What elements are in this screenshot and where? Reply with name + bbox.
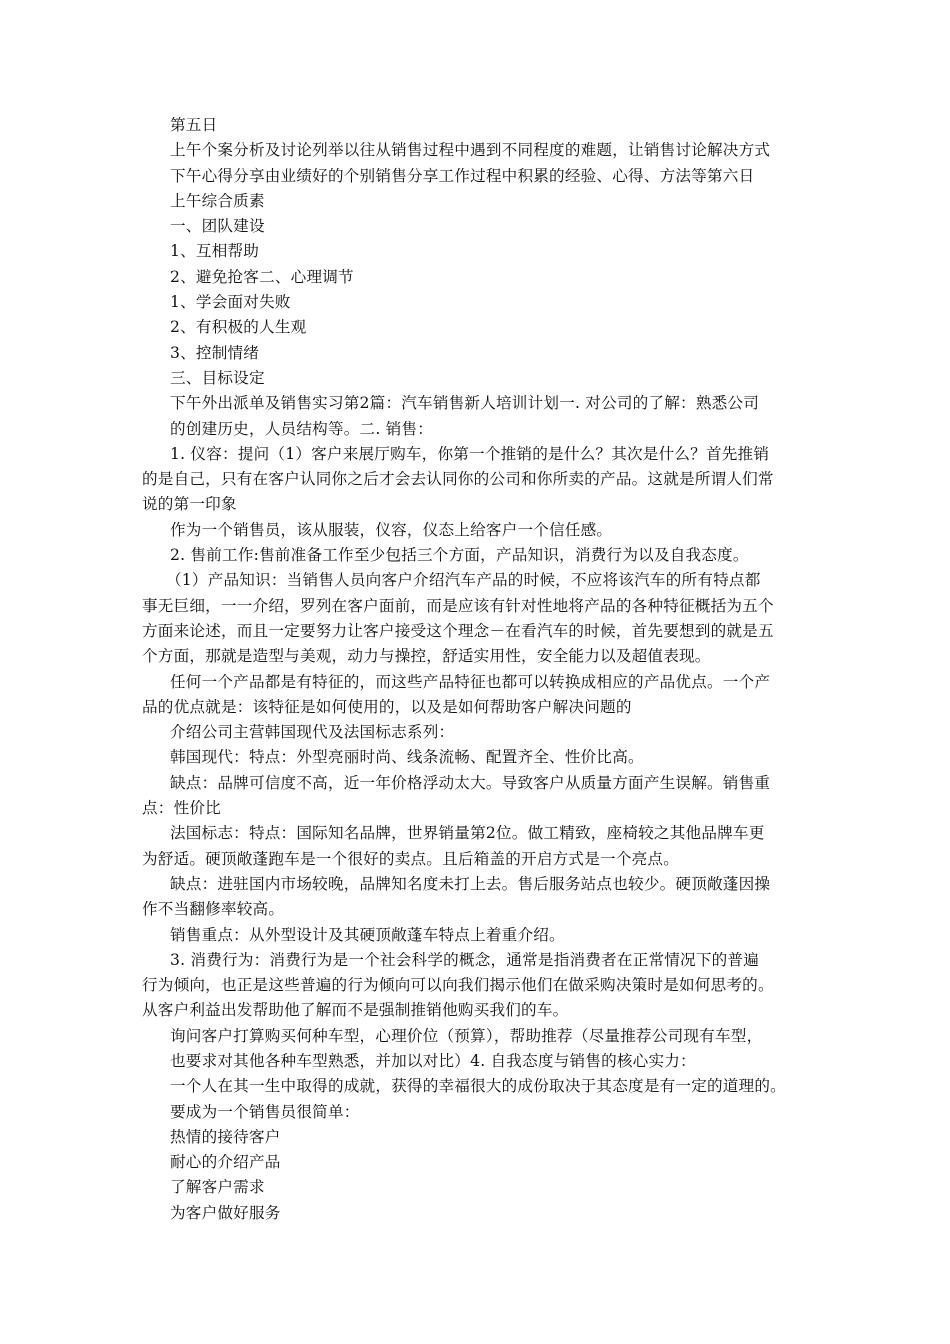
text-line: 缺点：进驻国内市场较晚，品牌知名度未打上去。售后服务站点也较少。硬顶敞蓬因操 <box>170 874 771 893</box>
text-line: 了解客户需求 <box>170 1178 265 1197</box>
text-line: 法国标志：特点：国际知名品牌，世界销量第2位。做工精致，座椅较之其他品牌车更 <box>170 824 765 843</box>
text-line: 的是自己，只有在客户认同你之后才会去认同你的公司和你所卖的产品。这就是所谓人们常 <box>142 470 774 489</box>
text-line: 2. 售前工作:售前准备工作至少包括三个方面，产品知识，消费行为以及自我态度。 <box>170 546 749 565</box>
text-line: 第五日 <box>170 116 218 134</box>
text-line: 耐心的介绍产品 <box>170 1153 281 1172</box>
text-line: 行为倾向，也正是这些普遍的行为倾向可以向我们揭示他们在做采购决策时是如何思考的。 <box>142 976 774 995</box>
text-line: 3. 消费行为：消费行为是一个社会科学的概念，通常是指消费者在正常情况下的普遍 <box>170 950 760 969</box>
text-line: 2、有积极的人生观 <box>170 318 307 337</box>
text-line: 上午个案分析及讨论列举以往从销售过程中遇到不同程度的难题，让销售讨论解决方式 <box>170 141 771 160</box>
text-line: 方面来论述，而且一定要努力让客户接受这个理念－在看汽车的时候，首先要想到的就是五 <box>142 621 774 640</box>
text-line: 品的优点就是：该特征是如何使用的，以及是如何帮助客户解决问题的 <box>142 697 632 716</box>
text-line: 要成为一个销售员很简单： <box>170 1102 360 1121</box>
text-line: 1. 仪容：提问（1）客户来展厅购车，你第一个推销的是什么？其次是什么？首先推销 <box>170 444 770 463</box>
text-line: 1、学会面对失败 <box>170 293 291 312</box>
text-line: 1、互相帮助 <box>170 242 260 261</box>
text-line: 为舒适。硬顶敞蓬跑车是一个很好的卖点。且后箱盖的开启方式是一个亮点。 <box>142 849 679 868</box>
text-line: 上午综合质素 <box>170 191 265 210</box>
text-line: 下午外出派单及销售实习第2篇：汽车销售新人培训计划一. 对公司的了解：熟悉公司 <box>170 394 760 413</box>
text-line: 缺点：品牌可信度不高，近一年价格浮动太大。导致客户从质量方面产生误解。销售重 <box>170 773 771 792</box>
text-line: 三、目标设定 <box>170 368 265 387</box>
text-line: 也要求对其他各种车型熟悉，并加以对比）4. 自我态度与销售的核心实力： <box>170 1051 696 1070</box>
text-line: 从客户利益出发帮助他了解而不是强制推销他购买我们的车。 <box>142 1001 569 1020</box>
text-line: 3、控制情绪 <box>170 343 260 362</box>
text-line: 下午心得分享由业绩好的个别销售分享工作过程中积累的经验、心得、方法等第六日 <box>170 166 755 185</box>
text-line: 为客户做好服务 <box>170 1203 281 1222</box>
text-line: 作为一个销售员，该从服装，仪容，仪态上给客户一个信任感。 <box>170 520 613 539</box>
text-line: 个方面，那就是造型与美观，动力与操控，舒适实用性，安全能力以及超值表现。 <box>142 647 711 666</box>
text-line: 销售重点：从外型设计及其硬顶敞蓬车特点上着重介绍。 <box>170 925 565 944</box>
text-line: 一、团队建设 <box>170 217 265 236</box>
text-line: 2、避免抢客二、心理调节 <box>170 267 354 286</box>
text-line: 的创建历史，人员结构等。二. 销售： <box>170 419 434 438</box>
text-line: 事无巨细，一一介绍，罗列在客户面前，而是应该有针对性地将产品的各种特征概括为五个 <box>142 596 774 615</box>
text-line: 热情的接待客户 <box>170 1127 281 1146</box>
text-line: （1）产品知识：当销售人员向客户介绍汽车产品的时候，不应将该汽车的所有特点都 <box>166 571 761 590</box>
text-line: 韩国现代：特点：外型亮丽时尚、线条流畅、配置齐全、性价比高。 <box>170 748 644 767</box>
text-line: 任何一个产品都是有特征的，而这些产品特征也都可以转换成相应的产品优点。一个产 <box>170 672 771 691</box>
text-line: 点：性价比 <box>142 799 221 818</box>
text-line: 介绍公司主营韩国现代及法国标志系列： <box>170 723 455 742</box>
text-line: 说的第一印象 <box>142 495 237 514</box>
text-line: 一个人在其一生中取得的成就，获得的幸福很大的成份取决于其态度是有一定的道理的。 <box>170 1077 786 1096</box>
text-line: 询问客户打算购买何种车型，心理价位（预算），帮助推荐（尽量推荐公司现有车型， <box>170 1026 763 1045</box>
text-line: 作不当翻修率较高。 <box>142 900 285 919</box>
document-body <box>142 113 822 1226</box>
